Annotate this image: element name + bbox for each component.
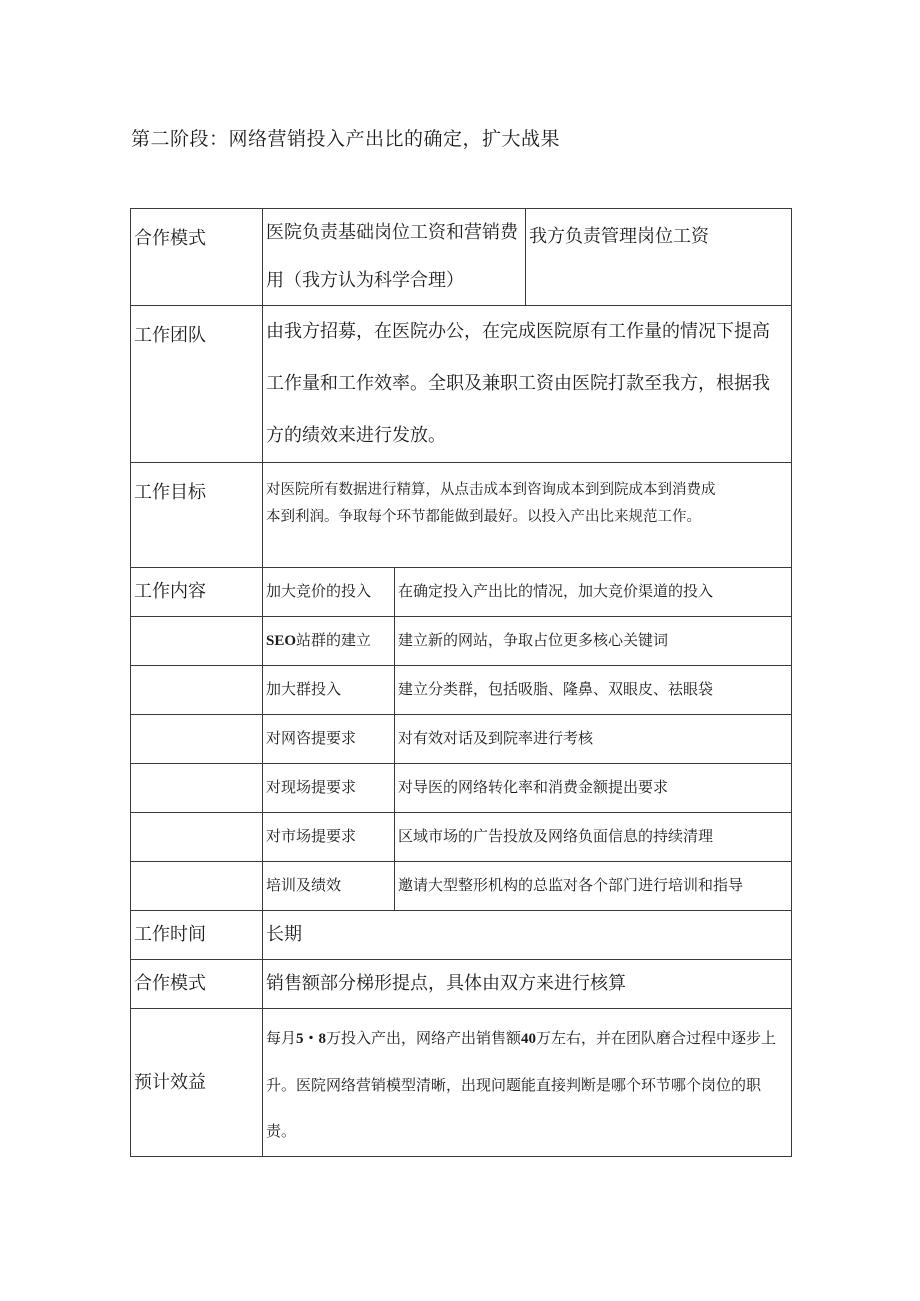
row-work-goal [131,463,792,568]
row-expected-benefit [131,1009,792,1157]
content-desc: 在确定投入产出比的情况，加大竞价渠道的投入 [395,568,792,617]
content-item: 培训及绩效 [263,862,395,911]
benefit-number-2: 40 [521,1031,537,1047]
label-work-time: 工作时间 [131,911,263,960]
row-work-content-2 [131,617,792,666]
content-desc: 建立分类群，包括吸脂、隆鼻、双眼皮、祛眼袋 [395,666,792,715]
work-goal-text: 对医院所有数据进行精算，从点击成本到咨询成本到到院成本到消费成 本到利润。争取每个环节都能做到最好。以投入产出比来规范工作。 [263,463,792,568]
seo-prefix: SEO [266,632,297,649]
plan-table [130,208,792,1157]
work-time-value: 长期 [263,911,792,960]
row-work-content-1 [131,568,792,617]
benefit-text-3: 万左右，并在团队磨合过程中逐步上升。医院网络营销模型清晰，出现问题能直接判断是哪个环节哪个岗位的职责。 [266,1029,777,1140]
content-item [263,617,395,666]
row-cooperation-model [131,209,792,306]
row-work-content-7 [131,862,792,911]
content-desc: 建立新的网站，争取占位更多核心关键词 [395,617,792,666]
label-cooperation-model-2: 合作模式 [131,960,263,1009]
content-item: 对现场提要求 [263,764,395,813]
content-item: 加大竞价的投入 [263,568,395,617]
label-cooperation-model: 合作模式 [131,209,263,306]
row-work-content-4 [131,715,792,764]
label-expected-benefit: 预计效益 [131,1009,263,1157]
section-heading: 第二阶段：网络营销投入产出比的确定，扩大战果 [131,128,561,150]
content-item: 对网咨提要求 [263,715,395,764]
row-work-content-3 [131,666,792,715]
content-item-text: 站群的建立 [296,630,372,649]
benefit-number-1: 5・8 [296,1031,327,1047]
benefit-text-1: 每月 [266,1029,297,1047]
content-desc: 区域市场的广告投放及网络负面信息的持续清理 [395,813,792,862]
empty-label-cell [131,666,263,715]
content-item: 加大群投入 [263,666,395,715]
empty-label-cell [131,715,263,764]
row-work-team [131,306,792,463]
content-desc: 对有效对话及到院率进行考核 [395,715,792,764]
label-work-goal: 工作目标 [131,463,263,568]
row-work-content-5 [131,764,792,813]
cooperation-model-ours: 我方负责管理岗位工资 [526,209,792,306]
row-work-content-6 [131,813,792,862]
cooperation-model-2-value: 销售额部分梯形提点，具体由双方来进行核算 [263,960,792,1009]
work-goal-line-1: 对医院所有数据进行精算，从点击成本到咨询成本到到院成本到消费成 [266,482,716,498]
content-item: 对市场提要求 [263,813,395,862]
row-cooperation-model-2 [131,960,792,1009]
benefit-text-2: 万投入产出，网络产出销售额 [326,1029,522,1047]
cooperation-model-hospital: 医院负责基础岗位工资和营销费用（我方认为科学合理） [263,209,526,306]
work-team-text: 由我方招募，在医院办公，在完成医院原有工作量的情况下提高工作量和工作效率。全职及兼职工资由医院打款至我方，根据我方的绩效来进行发放。 [263,306,792,463]
empty-label-cell [131,813,263,862]
label-work-team: 工作团队 [131,306,263,463]
row-work-time [131,911,792,960]
empty-label-cell [131,617,263,666]
empty-label-cell [131,764,263,813]
label-work-content: 工作内容 [131,568,263,617]
content-desc: 对导医的网络转化率和消费金额提出要求 [395,764,792,813]
empty-label-cell [131,862,263,911]
content-desc: 邀请大型整形机构的总监对各个部门进行培训和指导 [395,862,792,911]
expected-benefit-text [263,1009,792,1157]
